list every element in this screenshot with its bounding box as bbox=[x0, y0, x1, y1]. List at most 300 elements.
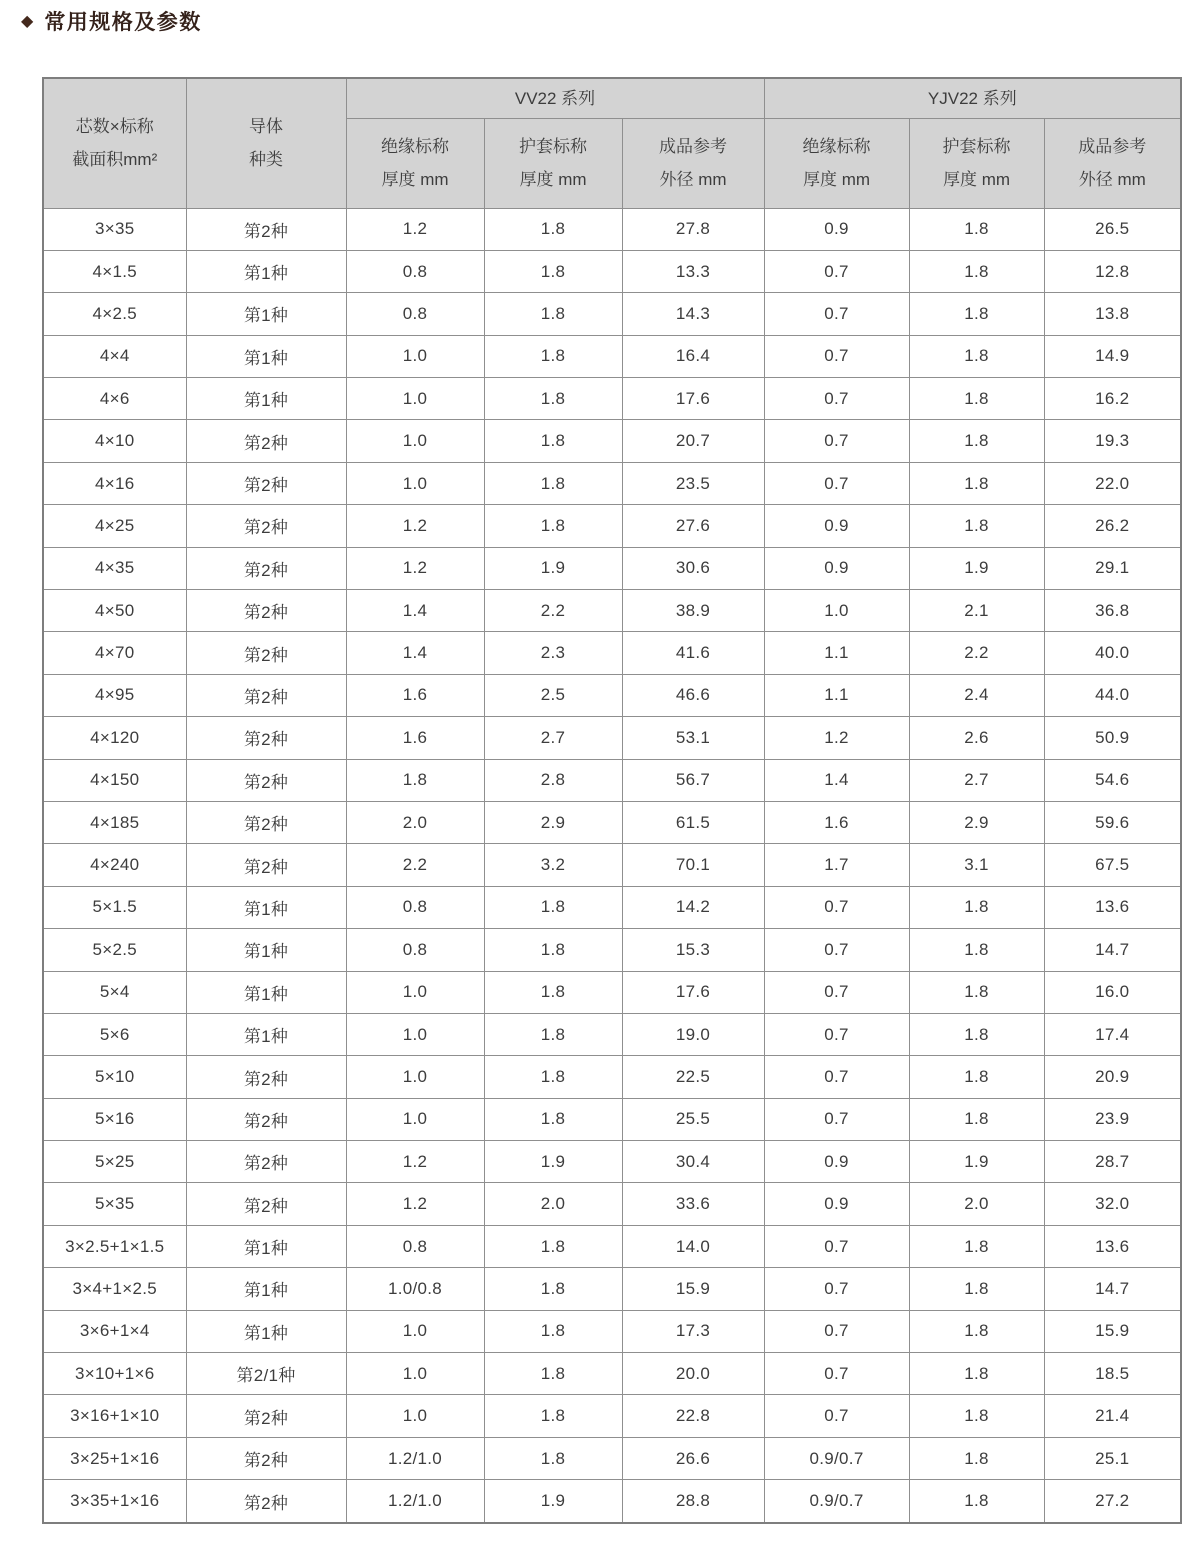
vv22-insulation-cell: 1.6 bbox=[346, 717, 484, 759]
table-row bbox=[43, 208, 1181, 250]
vv22-sheath-cell: 2.7 bbox=[484, 717, 622, 759]
yjv22-od-cell: 27.2 bbox=[1044, 1480, 1181, 1523]
spec-cell: 3×16+1×10 bbox=[43, 1395, 186, 1437]
vv22-od-cell: 14.2 bbox=[622, 886, 764, 928]
yjv22-od-cell: 14.9 bbox=[1044, 335, 1181, 377]
table-row bbox=[43, 886, 1181, 928]
yjv22-insulation-cell: 0.7 bbox=[764, 1056, 909, 1098]
spec-cell: 4×25 bbox=[43, 505, 186, 547]
spec-cell: 3×10+1×6 bbox=[43, 1353, 186, 1395]
yjv22-insulation-cell: 0.7 bbox=[764, 1353, 909, 1395]
header-yjv22-insulation-line1: 绝缘标称 bbox=[802, 136, 871, 156]
vv22-insulation-cell: 2.2 bbox=[346, 844, 484, 886]
yjv22-sheath-cell: 1.8 bbox=[909, 886, 1044, 928]
table-row bbox=[43, 674, 1181, 716]
vv22-sheath-cell: 1.8 bbox=[484, 462, 622, 504]
table-row bbox=[43, 632, 1181, 674]
conductor-type-cell: 第1种 bbox=[186, 1013, 346, 1055]
yjv22-insulation-cell: 0.7 bbox=[764, 420, 909, 462]
vv22-sheath-cell: 1.8 bbox=[484, 1310, 622, 1352]
vv22-od-cell: 61.5 bbox=[622, 801, 764, 843]
conductor-type-cell: 第1种 bbox=[186, 1268, 346, 1310]
yjv22-sheath-cell: 1.8 bbox=[909, 420, 1044, 462]
yjv22-sheath-cell: 2.1 bbox=[909, 590, 1044, 632]
header-spec-line2: 截面积mm² bbox=[72, 150, 158, 170]
yjv22-insulation-cell: 0.7 bbox=[764, 250, 909, 292]
vv22-sheath-cell: 1.8 bbox=[484, 293, 622, 335]
table-row bbox=[43, 1437, 1181, 1479]
yjv22-sheath-cell: 1.8 bbox=[909, 208, 1044, 250]
vv22-od-cell: 27.8 bbox=[622, 208, 764, 250]
spec-cell: 4×50 bbox=[43, 590, 186, 632]
vv22-od-cell: 30.6 bbox=[622, 547, 764, 589]
yjv22-od-cell: 21.4 bbox=[1044, 1395, 1181, 1437]
yjv22-sheath-cell: 2.9 bbox=[909, 801, 1044, 843]
vv22-sheath-cell: 2.0 bbox=[484, 1183, 622, 1225]
table-row bbox=[43, 1183, 1181, 1225]
yjv22-sheath-cell: 1.8 bbox=[909, 378, 1044, 420]
spec-cell: 4×185 bbox=[43, 801, 186, 843]
vv22-od-cell: 14.3 bbox=[622, 293, 764, 335]
vv22-od-cell: 22.8 bbox=[622, 1395, 764, 1437]
vv22-od-cell: 14.0 bbox=[622, 1225, 764, 1267]
table-row bbox=[43, 420, 1181, 462]
vv22-insulation-cell: 1.0 bbox=[346, 971, 484, 1013]
table-row bbox=[43, 929, 1181, 971]
spec-cell: 4×4 bbox=[43, 335, 186, 377]
yjv22-od-cell: 36.8 bbox=[1044, 590, 1181, 632]
yjv22-od-cell: 18.5 bbox=[1044, 1353, 1181, 1395]
conductor-type-cell: 第2种 bbox=[186, 208, 346, 250]
spec-cell: 3×25+1×16 bbox=[43, 1437, 186, 1479]
header-yjv22-od-line2: 外径 mm bbox=[1078, 170, 1146, 189]
yjv22-insulation-cell: 1.4 bbox=[764, 759, 909, 801]
yjv22-sheath-cell: 1.8 bbox=[909, 505, 1044, 547]
vv22-od-cell: 19.0 bbox=[622, 1013, 764, 1055]
header-conductor-line2: 种类 bbox=[249, 150, 283, 170]
yjv22-insulation-cell: 0.7 bbox=[764, 335, 909, 377]
yjv22-insulation-cell: 1.0 bbox=[764, 590, 909, 632]
conductor-type-cell: 第1种 bbox=[186, 335, 346, 377]
conductor-type-cell: 第2种 bbox=[186, 844, 346, 886]
header-vv22-od-line2: 外径 mm bbox=[659, 170, 727, 189]
vv22-od-cell: 27.6 bbox=[622, 505, 764, 547]
spec-cell: 5×10 bbox=[43, 1056, 186, 1098]
yjv22-sheath-cell: 1.8 bbox=[909, 1225, 1044, 1267]
spec-cell: 4×240 bbox=[43, 844, 186, 886]
vv22-insulation-cell: 1.2 bbox=[346, 1183, 484, 1225]
yjv22-insulation-cell: 0.7 bbox=[764, 378, 909, 420]
vv22-insulation-cell: 1.4 bbox=[346, 590, 484, 632]
table-row bbox=[43, 505, 1181, 547]
table-row bbox=[43, 547, 1181, 589]
vv22-od-cell: 33.6 bbox=[622, 1183, 764, 1225]
vv22-insulation-cell: 0.8 bbox=[346, 250, 484, 292]
vv22-od-cell: 15.9 bbox=[622, 1268, 764, 1310]
vv22-insulation-cell: 1.8 bbox=[346, 759, 484, 801]
vv22-insulation-cell: 1.4 bbox=[346, 632, 484, 674]
table-row bbox=[43, 335, 1181, 377]
yjv22-insulation-cell: 0.7 bbox=[764, 1013, 909, 1055]
table-row bbox=[43, 801, 1181, 843]
vv22-od-cell: 17.3 bbox=[622, 1310, 764, 1352]
spec-cell: 5×2.5 bbox=[43, 929, 186, 971]
yjv22-od-cell: 22.0 bbox=[1044, 462, 1181, 504]
vv22-insulation-cell: 1.2 bbox=[346, 505, 484, 547]
table-row bbox=[43, 462, 1181, 504]
yjv22-sheath-cell: 1.8 bbox=[909, 1437, 1044, 1479]
conductor-type-cell: 第1种 bbox=[186, 971, 346, 1013]
conductor-type-cell: 第1种 bbox=[186, 1310, 346, 1352]
header-vv22-insulation-line1: 绝缘标称 bbox=[381, 136, 449, 156]
yjv22-sheath-cell: 1.8 bbox=[909, 1395, 1044, 1437]
table-body bbox=[43, 208, 1181, 1523]
conductor-type-cell: 第2种 bbox=[186, 505, 346, 547]
yjv22-sheath-cell: 1.8 bbox=[909, 971, 1044, 1013]
table-row bbox=[43, 971, 1181, 1013]
vv22-sheath-cell: 1.8 bbox=[484, 971, 622, 1013]
header-group-vv22: VV22 系列 bbox=[346, 78, 764, 118]
page-title bbox=[21, 6, 202, 36]
yjv22-od-cell: 26.5 bbox=[1044, 208, 1181, 250]
conductor-type-cell: 第2种 bbox=[186, 1056, 346, 1098]
yjv22-insulation-cell: 0.7 bbox=[764, 1268, 909, 1310]
vv22-sheath-cell: 1.8 bbox=[484, 1056, 622, 1098]
yjv22-insulation-cell: 0.7 bbox=[764, 1395, 909, 1437]
vv22-insulation-cell: 1.0 bbox=[346, 1353, 484, 1395]
yjv22-od-cell: 14.7 bbox=[1044, 929, 1181, 971]
table-row bbox=[43, 378, 1181, 420]
conductor-type-cell: 第2种 bbox=[186, 801, 346, 843]
spec-cell: 4×120 bbox=[43, 717, 186, 759]
vv22-od-cell: 28.8 bbox=[622, 1480, 764, 1523]
yjv22-sheath-cell: 1.8 bbox=[909, 250, 1044, 292]
yjv22-od-cell: 16.2 bbox=[1044, 378, 1181, 420]
vv22-insulation-cell: 1.2 bbox=[346, 208, 484, 250]
header-spec-line1: 芯数×标称 bbox=[75, 117, 154, 137]
yjv22-insulation-cell: 0.7 bbox=[764, 1098, 909, 1140]
yjv22-od-cell: 14.7 bbox=[1044, 1268, 1181, 1310]
spec-cell: 3×4+1×2.5 bbox=[43, 1268, 186, 1310]
yjv22-od-cell: 13.6 bbox=[1044, 1225, 1181, 1267]
table-row bbox=[43, 844, 1181, 886]
vv22-od-cell: 30.4 bbox=[622, 1141, 764, 1183]
spec-cell: 4×35 bbox=[43, 547, 186, 589]
vv22-sheath-cell: 1.8 bbox=[484, 250, 622, 292]
spec-cell: 4×6 bbox=[43, 378, 186, 420]
vv22-od-cell: 41.6 bbox=[622, 632, 764, 674]
spec-cell: 5×25 bbox=[43, 1141, 186, 1183]
header-vv22-sheath-line2: 厚度 mm bbox=[519, 170, 587, 189]
yjv22-sheath-cell: 1.8 bbox=[909, 1268, 1044, 1310]
header-yjv22-sheath bbox=[909, 118, 1044, 208]
table-row bbox=[43, 1225, 1181, 1267]
yjv22-od-cell: 32.0 bbox=[1044, 1183, 1181, 1225]
header-vv22-od-line1: 成品参考 bbox=[659, 136, 728, 156]
yjv22-od-cell: 15.9 bbox=[1044, 1310, 1181, 1352]
table-row bbox=[43, 717, 1181, 759]
yjv22-insulation-cell: 0.7 bbox=[764, 293, 909, 335]
yjv22-insulation-cell: 0.7 bbox=[764, 886, 909, 928]
vv22-sheath-cell: 1.8 bbox=[484, 929, 622, 971]
vv22-od-cell: 23.5 bbox=[622, 462, 764, 504]
vv22-od-cell: 70.1 bbox=[622, 844, 764, 886]
vv22-sheath-cell: 2.8 bbox=[484, 759, 622, 801]
spec-cell: 4×2.5 bbox=[43, 293, 186, 335]
table-row bbox=[43, 1395, 1181, 1437]
table-row bbox=[43, 1013, 1181, 1055]
spec-cell: 5×16 bbox=[43, 1098, 186, 1140]
yjv22-od-cell: 13.6 bbox=[1044, 886, 1181, 928]
yjv22-od-cell: 44.0 bbox=[1044, 674, 1181, 716]
yjv22-sheath-cell: 1.8 bbox=[909, 293, 1044, 335]
spec-cell: 5×6 bbox=[43, 1013, 186, 1055]
vv22-od-cell: 25.5 bbox=[622, 1098, 764, 1140]
vv22-sheath-cell: 1.8 bbox=[484, 335, 622, 377]
yjv22-sheath-cell: 1.8 bbox=[909, 335, 1044, 377]
table-row bbox=[43, 759, 1181, 801]
vv22-sheath-cell: 1.8 bbox=[484, 1353, 622, 1395]
vv22-insulation-cell: 1.2/1.0 bbox=[346, 1480, 484, 1523]
spec-cell: 4×70 bbox=[43, 632, 186, 674]
yjv22-od-cell: 28.7 bbox=[1044, 1141, 1181, 1183]
spec-cell: 5×35 bbox=[43, 1183, 186, 1225]
vv22-insulation-cell: 0.8 bbox=[346, 1225, 484, 1267]
vv22-insulation-cell: 1.0 bbox=[346, 1098, 484, 1140]
yjv22-sheath-cell: 2.6 bbox=[909, 717, 1044, 759]
yjv22-od-cell: 23.9 bbox=[1044, 1098, 1181, 1140]
spec-cell: 3×35+1×16 bbox=[43, 1480, 186, 1523]
vv22-insulation-cell: 0.8 bbox=[346, 293, 484, 335]
spec-cell: 3×2.5+1×1.5 bbox=[43, 1225, 186, 1267]
spec-cell: 5×4 bbox=[43, 971, 186, 1013]
yjv22-insulation-cell: 1.2 bbox=[764, 717, 909, 759]
spec-cell: 4×1.5 bbox=[43, 250, 186, 292]
conductor-type-cell: 第2种 bbox=[186, 547, 346, 589]
vv22-sheath-cell: 1.9 bbox=[484, 547, 622, 589]
yjv22-insulation-cell: 0.9/0.7 bbox=[764, 1480, 909, 1523]
vv22-insulation-cell: 0.8 bbox=[346, 886, 484, 928]
conductor-type-cell: 第2/1种 bbox=[186, 1353, 346, 1395]
conductor-type-cell: 第2种 bbox=[186, 1183, 346, 1225]
vv22-sheath-cell: 1.8 bbox=[484, 1013, 622, 1055]
yjv22-insulation-cell: 0.9 bbox=[764, 208, 909, 250]
vv22-sheath-cell: 1.8 bbox=[484, 505, 622, 547]
yjv22-sheath-cell: 2.7 bbox=[909, 759, 1044, 801]
spec-cell: 3×6+1×4 bbox=[43, 1310, 186, 1352]
table-row bbox=[43, 1141, 1181, 1183]
yjv22-insulation-cell: 1.6 bbox=[764, 801, 909, 843]
yjv22-od-cell: 67.5 bbox=[1044, 844, 1181, 886]
yjv22-sheath-cell: 1.8 bbox=[909, 1056, 1044, 1098]
vv22-sheath-cell: 1.8 bbox=[484, 420, 622, 462]
spec-table bbox=[42, 77, 1182, 1524]
spec-cell: 4×16 bbox=[43, 462, 186, 504]
conductor-type-cell: 第1种 bbox=[186, 886, 346, 928]
yjv22-od-cell: 29.1 bbox=[1044, 547, 1181, 589]
vv22-insulation-cell: 1.0 bbox=[346, 378, 484, 420]
vv22-insulation-cell: 1.0/0.8 bbox=[346, 1268, 484, 1310]
header-spec bbox=[43, 78, 186, 208]
vv22-insulation-cell: 1.0 bbox=[346, 462, 484, 504]
yjv22-od-cell: 59.6 bbox=[1044, 801, 1181, 843]
yjv22-od-cell: 26.2 bbox=[1044, 505, 1181, 547]
vv22-insulation-cell: 0.8 bbox=[346, 929, 484, 971]
table-header bbox=[43, 78, 1181, 208]
vv22-od-cell: 17.6 bbox=[622, 971, 764, 1013]
yjv22-od-cell: 19.3 bbox=[1044, 420, 1181, 462]
yjv22-sheath-cell: 1.8 bbox=[909, 462, 1044, 504]
yjv22-insulation-cell: 0.7 bbox=[764, 462, 909, 504]
vv22-insulation-cell: 1.6 bbox=[346, 674, 484, 716]
vv22-sheath-cell: 1.8 bbox=[484, 1437, 622, 1479]
yjv22-insulation-cell: 0.9 bbox=[764, 1183, 909, 1225]
vv22-od-cell: 53.1 bbox=[622, 717, 764, 759]
vv22-insulation-cell: 2.0 bbox=[346, 801, 484, 843]
yjv22-sheath-cell: 1.9 bbox=[909, 547, 1044, 589]
vv22-insulation-cell: 1.0 bbox=[346, 1395, 484, 1437]
yjv22-od-cell: 17.4 bbox=[1044, 1013, 1181, 1055]
header-yjv22-od bbox=[1044, 118, 1181, 208]
conductor-type-cell: 第1种 bbox=[186, 293, 346, 335]
vv22-od-cell: 15.3 bbox=[622, 929, 764, 971]
header-vv22-sheath bbox=[484, 118, 622, 208]
header-vv22-od bbox=[622, 118, 764, 208]
table-row bbox=[43, 1098, 1181, 1140]
vv22-insulation-cell: 1.0 bbox=[346, 335, 484, 377]
yjv22-od-cell: 20.9 bbox=[1044, 1056, 1181, 1098]
conductor-type-cell: 第2种 bbox=[186, 1098, 346, 1140]
yjv22-od-cell: 40.0 bbox=[1044, 632, 1181, 674]
yjv22-insulation-cell: 0.9/0.7 bbox=[764, 1437, 909, 1479]
page-title-text: 常用规格及参数 bbox=[44, 11, 202, 34]
vv22-sheath-cell: 2.9 bbox=[484, 801, 622, 843]
yjv22-insulation-cell: 0.9 bbox=[764, 547, 909, 589]
yjv22-insulation-cell: 0.9 bbox=[764, 1141, 909, 1183]
vv22-od-cell: 26.6 bbox=[622, 1437, 764, 1479]
conductor-type-cell: 第2种 bbox=[186, 674, 346, 716]
vv22-od-cell: 13.3 bbox=[622, 250, 764, 292]
vv22-sheath-cell: 3.2 bbox=[484, 844, 622, 886]
vv22-od-cell: 20.7 bbox=[622, 420, 764, 462]
header-vv22-insulation-line2: 厚度 mm bbox=[381, 170, 449, 189]
yjv22-sheath-cell: 1.9 bbox=[909, 1141, 1044, 1183]
vv22-od-cell: 56.7 bbox=[622, 759, 764, 801]
conductor-type-cell: 第2种 bbox=[186, 1395, 346, 1437]
header-conductor-line1: 导体 bbox=[249, 117, 283, 137]
vv22-od-cell: 16.4 bbox=[622, 335, 764, 377]
yjv22-od-cell: 25.1 bbox=[1044, 1437, 1181, 1479]
spec-cell: 5×1.5 bbox=[43, 886, 186, 928]
vv22-sheath-cell: 1.8 bbox=[484, 1268, 622, 1310]
table-row bbox=[43, 1480, 1181, 1523]
header-yjv22-od-line1: 成品参考 bbox=[1078, 136, 1147, 156]
vv22-sheath-cell: 1.8 bbox=[484, 378, 622, 420]
conductor-type-cell: 第1种 bbox=[186, 378, 346, 420]
conductor-type-cell: 第1种 bbox=[186, 250, 346, 292]
header-yjv22-insulation-line2: 厚度 mm bbox=[803, 170, 871, 189]
vv22-od-cell: 38.9 bbox=[622, 590, 764, 632]
yjv22-od-cell: 12.8 bbox=[1044, 250, 1181, 292]
header-yjv22-insulation bbox=[764, 118, 909, 208]
vv22-insulation-cell: 1.0 bbox=[346, 1310, 484, 1352]
diamond-icon: ◆ bbox=[21, 13, 34, 30]
yjv22-sheath-cell: 2.4 bbox=[909, 674, 1044, 716]
yjv22-sheath-cell: 1.8 bbox=[909, 1013, 1044, 1055]
table-row bbox=[43, 1310, 1181, 1352]
vv22-insulation-cell: 1.2 bbox=[346, 547, 484, 589]
yjv22-insulation-cell: 0.7 bbox=[764, 1225, 909, 1267]
vv22-insulation-cell: 1.2/1.0 bbox=[346, 1437, 484, 1479]
vv22-od-cell: 20.0 bbox=[622, 1353, 764, 1395]
vv22-sheath-cell: 1.9 bbox=[484, 1480, 622, 1523]
header-yjv22-sheath-line1: 护套标称 bbox=[942, 136, 1011, 156]
yjv22-sheath-cell: 3.1 bbox=[909, 844, 1044, 886]
vv22-od-cell: 17.6 bbox=[622, 378, 764, 420]
conductor-type-cell: 第2种 bbox=[186, 1437, 346, 1479]
table-row bbox=[43, 1056, 1181, 1098]
conductor-type-cell: 第1种 bbox=[186, 1225, 346, 1267]
vv22-insulation-cell: 1.2 bbox=[346, 1141, 484, 1183]
vv22-sheath-cell: 2.3 bbox=[484, 632, 622, 674]
vv22-insulation-cell: 1.0 bbox=[346, 1056, 484, 1098]
yjv22-sheath-cell: 2.0 bbox=[909, 1183, 1044, 1225]
header-group-yjv22: YJV22 系列 bbox=[764, 78, 1181, 118]
yjv22-insulation-cell: 0.7 bbox=[764, 1310, 909, 1352]
conductor-type-cell: 第2种 bbox=[186, 759, 346, 801]
spec-cell: 4×95 bbox=[43, 674, 186, 716]
conductor-type-cell: 第2种 bbox=[186, 1480, 346, 1523]
header-conductor bbox=[186, 78, 346, 208]
yjv22-od-cell: 13.8 bbox=[1044, 293, 1181, 335]
table-row bbox=[43, 250, 1181, 292]
yjv22-sheath-cell: 1.8 bbox=[909, 1480, 1044, 1523]
yjv22-insulation-cell: 1.7 bbox=[764, 844, 909, 886]
vv22-sheath-cell: 2.5 bbox=[484, 674, 622, 716]
vv22-sheath-cell: 1.8 bbox=[484, 1395, 622, 1437]
conductor-type-cell: 第2种 bbox=[186, 590, 346, 632]
vv22-sheath-cell: 1.8 bbox=[484, 1098, 622, 1140]
conductor-type-cell: 第2种 bbox=[186, 420, 346, 462]
yjv22-insulation-cell: 1.1 bbox=[764, 632, 909, 674]
conductor-type-cell: 第2种 bbox=[186, 1141, 346, 1183]
vv22-od-cell: 46.6 bbox=[622, 674, 764, 716]
spec-cell: 4×150 bbox=[43, 759, 186, 801]
vv22-sheath-cell: 1.9 bbox=[484, 1141, 622, 1183]
yjv22-sheath-cell: 1.8 bbox=[909, 929, 1044, 971]
header-yjv22-sheath-line2: 厚度 mm bbox=[943, 170, 1011, 189]
table-row bbox=[43, 1353, 1181, 1395]
vv22-sheath-cell: 2.2 bbox=[484, 590, 622, 632]
header-vv22-sheath-line1: 护套标称 bbox=[519, 136, 587, 156]
yjv22-insulation-cell: 0.9 bbox=[764, 505, 909, 547]
yjv22-insulation-cell: 1.1 bbox=[764, 674, 909, 716]
table-row bbox=[43, 1268, 1181, 1310]
conductor-type-cell: 第2种 bbox=[186, 717, 346, 759]
yjv22-od-cell: 50.9 bbox=[1044, 717, 1181, 759]
yjv22-insulation-cell: 0.7 bbox=[764, 929, 909, 971]
yjv22-sheath-cell: 1.8 bbox=[909, 1353, 1044, 1395]
vv22-insulation-cell: 1.0 bbox=[346, 1013, 484, 1055]
vv22-sheath-cell: 1.8 bbox=[484, 208, 622, 250]
header-vv22-insulation bbox=[346, 118, 484, 208]
vv22-od-cell: 22.5 bbox=[622, 1056, 764, 1098]
yjv22-od-cell: 16.0 bbox=[1044, 971, 1181, 1013]
vv22-insulation-cell: 1.0 bbox=[346, 420, 484, 462]
table-row bbox=[43, 293, 1181, 335]
spec-cell: 3×35 bbox=[43, 208, 186, 250]
conductor-type-cell: 第1种 bbox=[186, 929, 346, 971]
